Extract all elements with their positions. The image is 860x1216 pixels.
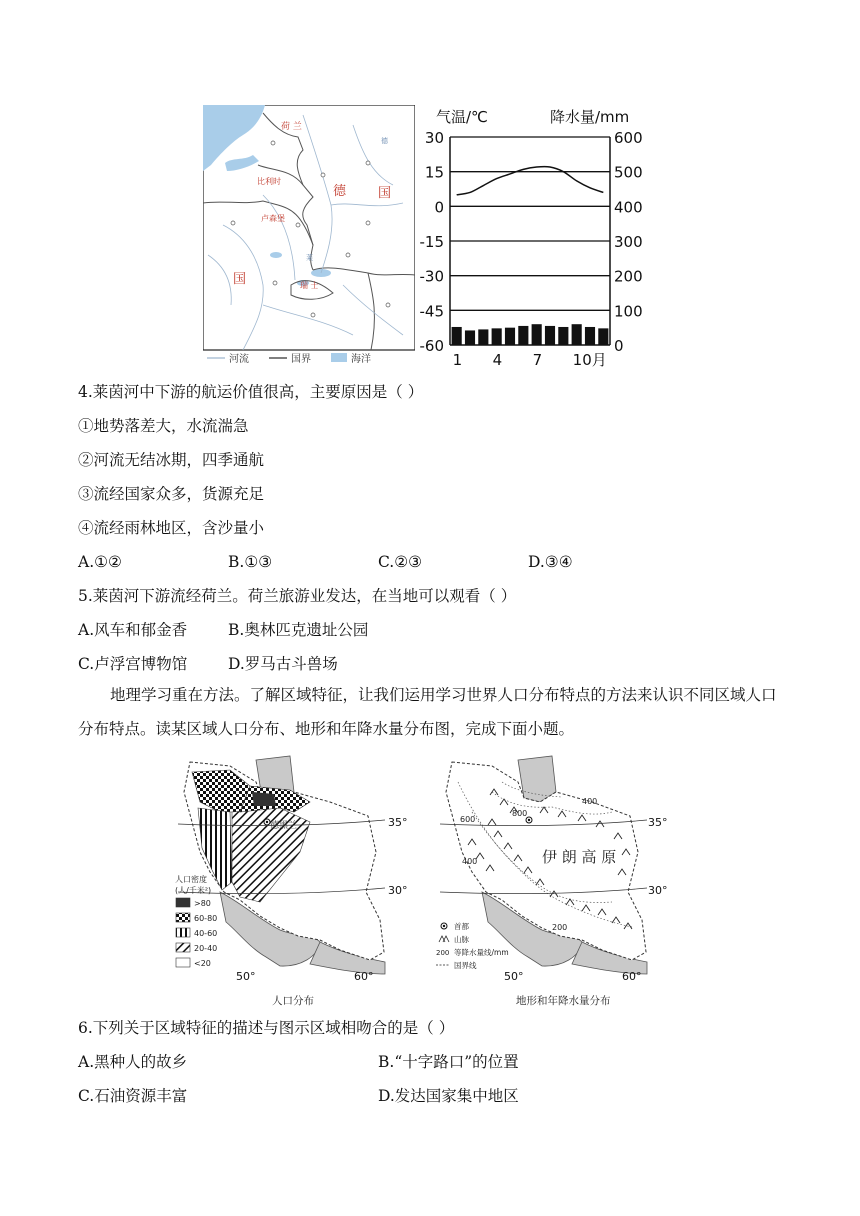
q5-option-d: D.罗马古斗兽场 — [228, 655, 338, 673]
temp-axis-label: 气温/℃ — [436, 108, 488, 126]
month-tick-label: 4 — [492, 351, 503, 369]
terrain-legend-mountain: 山脉 — [454, 935, 469, 944]
q4-option-d: D.③④ — [528, 553, 573, 571]
q4-option-a: A.①② — [78, 553, 122, 571]
climate-chart — [418, 100, 643, 370]
label-netherlands: 荷 兰 — [281, 122, 302, 132]
legend-river: 河流 — [229, 354, 249, 365]
precip-bar — [518, 326, 528, 345]
label-small-2: 莱 — [306, 254, 313, 262]
q6-option-b: B.“十字路口”的位置 — [378, 1053, 519, 1071]
precip-bar — [558, 327, 568, 345]
pop-legend — [175, 874, 217, 968]
precip-bar — [532, 324, 542, 345]
pop-lon-50: 50° — [236, 970, 256, 983]
q5-option-b: B.奥林匹克遗址公园 — [228, 621, 369, 639]
capital-label: 德黑兰 — [270, 821, 298, 831]
q6-option-a: A.黑种人的故乡 — [78, 1053, 188, 1071]
precip-bar — [545, 326, 555, 345]
precip-bar — [465, 330, 475, 345]
pop-lon-60: 60° — [354, 970, 374, 983]
q4-item-1: ①地势落差大，水流湍急 — [78, 417, 249, 435]
q5-option-a: A.风车和郁金香 — [78, 621, 188, 639]
iso-label-200: 200 — [552, 923, 568, 932]
terrain-lat-35: 35° — [648, 816, 668, 829]
intro-paragraph — [78, 678, 786, 746]
legend-ocean: 海洋 — [351, 354, 371, 365]
precip-tick-label: 600 — [614, 129, 643, 147]
pop-lat-30: 30° — [388, 884, 408, 897]
label-switzerland: 瑞 士 — [300, 281, 319, 290]
q4-option-b: B.①③ — [228, 553, 273, 571]
pop-legend-2: 60-80 — [194, 914, 218, 923]
terrain-lon-50: 50° — [504, 970, 524, 983]
precip-tick-label: 500 — [614, 163, 643, 182]
q4-item-2: ②河流无结冰期，四季通航 — [78, 451, 265, 469]
precip-bar — [585, 327, 595, 345]
temp-tick-label: -15 — [419, 233, 444, 251]
precip-tick-label: 400 — [614, 198, 643, 217]
precip-tick-label: 0 — [614, 337, 624, 355]
temperature-curve — [457, 167, 604, 195]
pop-legend-title-2: (人/千米²) — [175, 886, 212, 895]
temp-tick-label: -45 — [419, 302, 444, 321]
map-legend — [207, 352, 371, 365]
iso-label-800: 800 — [512, 809, 528, 818]
temp-tick-label: -30 — [419, 267, 444, 286]
temp-tick-label: -60 — [419, 337, 444, 355]
pop-legend-title-1: 人口密度 — [175, 875, 207, 884]
intro-text: 地理学习重在方法。了解区域特征，让我们运用学习世界人口分布特点的方法来认识不同区域人口分布特点。读某区域人口分布、地形和年降水量分布图，完成下面小题。 — [78, 686, 777, 738]
pop-legend-3: 40-60 — [194, 929, 218, 938]
precip-axis-label: 降水量/mm — [550, 108, 630, 126]
label-small-1: 德 — [381, 137, 388, 145]
terrain-map-caption: 地形和年降水量分布 — [516, 995, 611, 1007]
precip-bar — [505, 328, 515, 345]
q5-stem: 5.莱茵河下游流经荷兰。荷兰旅游业发达，在当地可以观看（ ） — [78, 587, 517, 605]
month-tick-label: 1 — [452, 351, 463, 369]
q6-option-d: D.发达国家集中地区 — [378, 1087, 519, 1105]
precip-bar — [492, 328, 502, 345]
precip-tick-label: 300 — [614, 233, 643, 251]
q4-option-c: C.②③ — [378, 553, 423, 571]
rhine-map — [203, 105, 415, 365]
population-map — [170, 752, 410, 1012]
label-germany-a: 德 — [333, 184, 347, 199]
terrain-legend-iso-value: 200 — [436, 949, 450, 957]
label-germany-b: 国 — [378, 186, 392, 201]
pop-legend-4: 20-40 — [194, 944, 218, 953]
iso-label-600: 600 — [460, 815, 476, 824]
figure-iran — [170, 752, 670, 1012]
q5-option-c: C.卢浮宫博物馆 — [78, 655, 188, 673]
label-france: 国 — [233, 272, 247, 287]
temp-tick-label: 0 — [434, 198, 444, 217]
iso-label-400a: 400 — [582, 797, 598, 806]
figure-rhine — [203, 100, 643, 370]
legend-border: 国界 — [291, 354, 311, 365]
precipitation-bars — [452, 324, 609, 345]
precip-bar — [572, 324, 582, 345]
iso-label-400b: 400 — [462, 857, 478, 866]
plateau-label: 伊 朗 高 原 — [542, 848, 617, 866]
q4-item-4: ④流经雨林地区，含沙量小 — [78, 519, 265, 537]
month-tick-label: 10月 — [572, 351, 607, 369]
terrain-map — [432, 752, 670, 1012]
pop-map-caption: 人口分布 — [272, 995, 314, 1007]
q6-stem: 6.下列关于区域特征的描述与图示区域相吻合的是（ ） — [78, 1019, 455, 1037]
temp-tick-label: 15 — [424, 163, 444, 182]
label-luxembourg: 卢森堡 — [261, 214, 285, 223]
pop-lat-35: 35° — [388, 816, 408, 829]
terrain-legend-capital: 首都 — [454, 922, 469, 931]
month-tick-label: 7 — [532, 351, 543, 369]
pop-legend-5: <20 — [194, 959, 211, 968]
precip-bar — [598, 328, 608, 345]
temp-tick-label: 30 — [424, 129, 444, 147]
pop-legend-1: >80 — [194, 899, 211, 908]
terrain-lon-60: 60° — [622, 970, 642, 983]
precip-bar — [478, 329, 488, 345]
temperature-line — [457, 167, 604, 195]
precip-bar — [452, 327, 462, 345]
terrain-legend-isohyet: 等降水量线/mm — [454, 948, 509, 957]
label-belgium: 比利时 — [257, 177, 281, 186]
terrain-legend-border: 国界线 — [454, 961, 477, 970]
q4-item-3: ③流经国家众多，货源充足 — [78, 485, 265, 503]
precip-tick-label: 200 — [614, 267, 643, 286]
q4-stem: 4.莱茵河中下游的航运价值很高，主要原因是（ ） — [78, 383, 424, 401]
precip-tick-label: 100 — [614, 302, 643, 321]
q6-option-c: C.石油资源丰富 — [78, 1087, 188, 1105]
terrain-lat-30: 30° — [648, 884, 668, 897]
